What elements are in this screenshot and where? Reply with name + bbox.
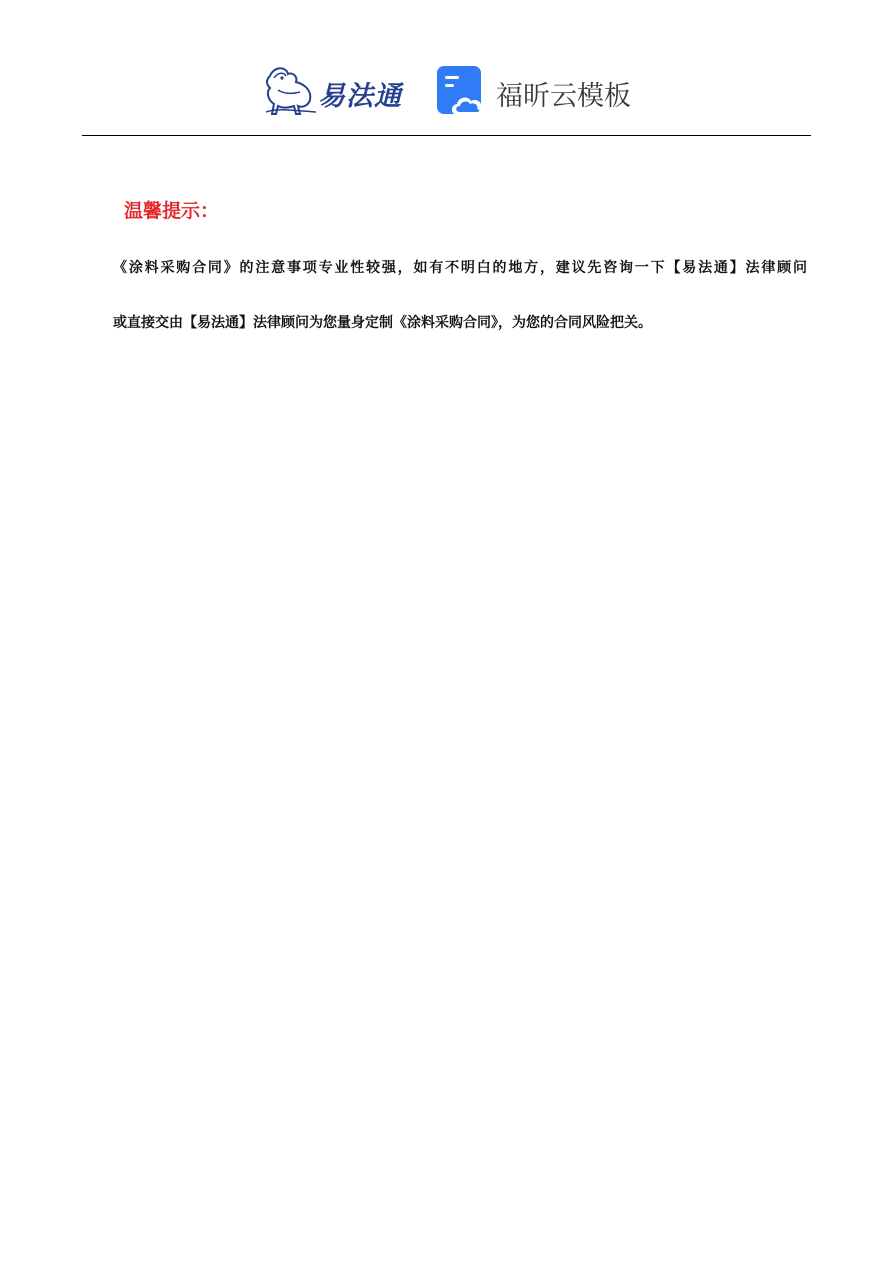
fuxin-cloud-template-logo xyxy=(436,65,636,117)
yifatong-logo xyxy=(262,62,412,118)
fuxin-cloud-template-logo-text: 福昕云模板 xyxy=(496,81,631,112)
yifatong-logo-text: 易法通 xyxy=(318,81,402,112)
horse-mascot-icon xyxy=(262,62,318,118)
document-cloud-icon xyxy=(436,65,488,117)
page-header xyxy=(0,58,893,120)
header-divider xyxy=(82,135,811,136)
notice-line-2: 或直接交由【易法通】法律顾问为您量身定制《涂料采购合同》，为您的合同风险把关。 xyxy=(113,315,652,331)
notice-title: 温馨提示： xyxy=(124,200,220,222)
notice-line-1: 《涂料采购合同》的注意事项专业性较强，如有不明白的地方，建议先咨询一下【易法通】法律顾问 xyxy=(113,260,809,276)
